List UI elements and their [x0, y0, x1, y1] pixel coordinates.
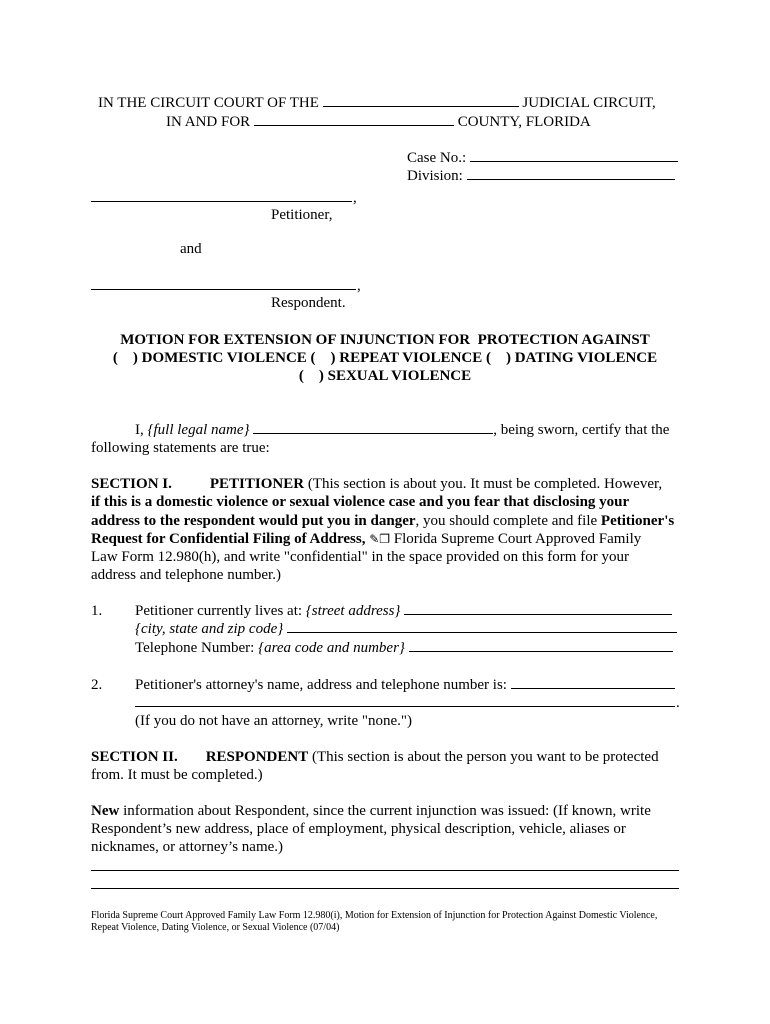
intro-line1	[135, 421, 669, 439]
new-info-field-1[interactable]	[91, 870, 679, 871]
case-no-field[interactable]	[470, 149, 678, 162]
newinfo-line3: nicknames, or attorney’s name.)	[91, 839, 284, 855]
city-row	[135, 620, 677, 638]
section2-line2: from. It must be completed.)	[91, 767, 263, 783]
attorney-label: Petitioner's attorney's name, address and telephone number is:	[135, 677, 507, 693]
sworn-text: , being sworn, certify that the	[493, 422, 670, 438]
section1-line3	[91, 512, 674, 530]
section1-instruction: , you should complete and file	[415, 513, 598, 529]
in-and-for-label: IN AND FOR	[166, 114, 251, 130]
violence-type-options: ( ) DOMESTIC VIOLENCE ( ) REPEAT VIOLENCE ( ) DATING VIOLENCE	[112, 350, 658, 366]
section1-line4	[91, 530, 641, 548]
full-name-hint: {full legal name}	[147, 422, 250, 438]
lives-at-label: Petitioner currently lives at:	[135, 603, 303, 619]
division-row	[407, 167, 675, 185]
confidential-filing-form-name: Request for Confidential Filing of Address,	[91, 531, 366, 547]
division-field[interactable]	[467, 167, 675, 180]
section1-warning: if this is a domestic violence or sexual violence case and you fear that disclosing your	[91, 494, 630, 510]
full-legal-name-field[interactable]	[253, 421, 493, 434]
county-label: COUNTY, FLORIDA	[457, 114, 591, 130]
respondent-name-field[interactable]	[91, 289, 356, 290]
new-info-field-2[interactable]	[91, 888, 679, 889]
court-header-line2	[166, 113, 591, 131]
section1-form-ref: Florida Supreme Court Approved Family	[393, 531, 642, 547]
street-address-field[interactable]	[404, 602, 672, 615]
petitioner-label: Petitioner,	[271, 207, 333, 223]
newinfo-line1	[91, 802, 651, 820]
respondent-comma: ,	[357, 278, 361, 294]
division-label: Division:	[407, 168, 463, 184]
form-title-line1: MOTION FOR EXTENSION OF INJUNCTION FOR PROTECTION AGAINST	[120, 332, 650, 348]
footer-line2: Repeat Violence, Dating Violence, or Sexual Violence (07/04)	[91, 922, 340, 933]
attorney-field[interactable]	[511, 676, 675, 689]
section2-text: (This section is about the person you want to be protected	[311, 749, 659, 765]
section1-heading: SECTION I.	[91, 476, 172, 492]
petitioner-name-field[interactable]	[91, 201, 352, 202]
section1-line1	[91, 475, 662, 493]
footer-line1: Florida Supreme Court Approved Family Law Form 12.980(i), Motion for Extension of Injunction for Protection Against Domestic Violence,	[91, 910, 658, 921]
item1-number: 1.	[91, 603, 103, 619]
area-code-hint: {area code and number}	[258, 640, 405, 656]
telephone-label: Telephone Number:	[135, 640, 255, 656]
case-no-label: Case No.:	[407, 150, 467, 166]
and-label: and	[180, 241, 202, 257]
petitioners-request-link: Petitioner's	[600, 513, 675, 529]
section1-line5: Law Form 12.980(h), and write "confidential" in the space provided on this form for your	[91, 549, 629, 565]
section1-text: (This section is about you. It must be completed. However,	[307, 476, 663, 492]
judicial-circuit-label: JUDICIAL CIRCUIT,	[522, 95, 656, 111]
section2-line1	[91, 748, 659, 766]
county-field[interactable]	[254, 113, 454, 126]
city-state-zip-hint: {city, state and zip code}	[135, 621, 284, 637]
street-address-row	[135, 602, 672, 620]
attorney-field-line2[interactable]	[135, 706, 675, 707]
court-label: IN THE CIRCUIT COURT OF THE	[98, 95, 319, 111]
court-header-line1	[98, 94, 656, 112]
telephone-field[interactable]	[409, 639, 673, 652]
no-attorney-note: (If you do not have an attorney, write "none.")	[135, 713, 413, 729]
street-address-hint: {street address}	[305, 603, 401, 619]
section2-name: RESPONDENT	[205, 749, 309, 765]
petitioner-comma: ,	[353, 190, 357, 206]
telephone-row	[135, 639, 673, 657]
newinfo-line2: Respondent’s new address, place of employment, physical description, vehicle, aliases or	[91, 821, 626, 837]
item2-number: 2.	[91, 677, 103, 693]
attorney-row	[135, 676, 675, 694]
form-reference-icon: ✎❐	[369, 532, 391, 546]
newinfo-text: information about Respondent, since the current injunction was issued: (If known, write	[123, 803, 651, 819]
new-label: New	[91, 803, 120, 819]
sexual-violence-option: ( ) SEXUAL VIOLENCE	[298, 368, 472, 384]
attorney-period: .	[676, 695, 680, 711]
section2-heading: SECTION II.	[91, 749, 178, 765]
intro-i: I,	[135, 422, 144, 438]
judicial-circuit-field[interactable]	[323, 94, 519, 107]
case-no-row	[407, 149, 678, 167]
intro-line2: following statements are true:	[91, 440, 270, 456]
section1-name: PETITIONER	[209, 476, 305, 492]
city-state-zip-field[interactable]	[287, 620, 677, 633]
section1-line6: address and telephone number.)	[91, 567, 281, 583]
respondent-label: Respondent.	[271, 295, 346, 311]
section1-warning-cont: address to the respondent would put you in danger	[91, 513, 416, 529]
